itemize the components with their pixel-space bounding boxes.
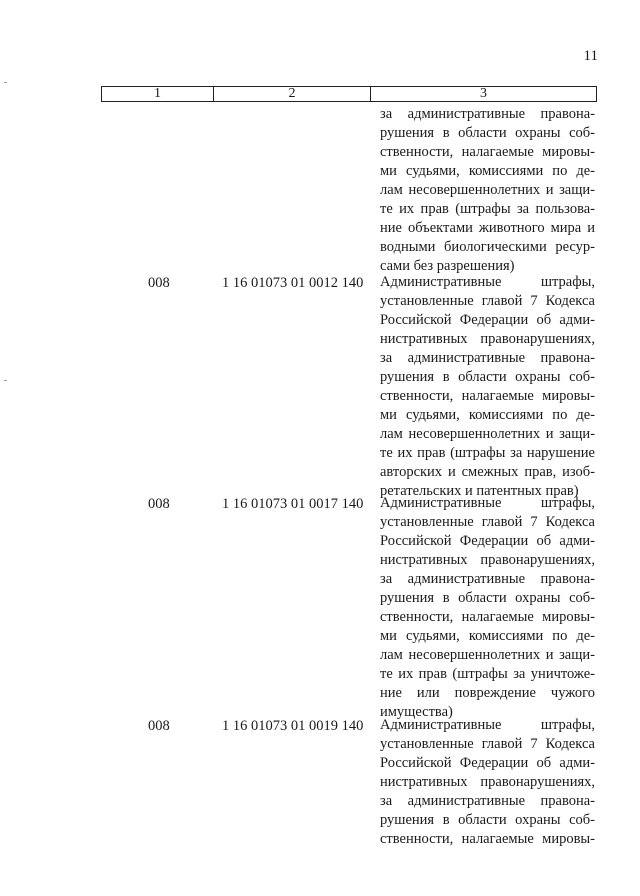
desc-line: ретательских и патентных прав) <box>380 483 579 499</box>
desc-line: ственности, налагаемые мировы- <box>380 144 595 160</box>
row-description <box>380 273 595 501</box>
kbk-code: 1 16 01073 01 0012 140 <box>222 275 364 291</box>
desc-line: Административные штрафы, <box>380 495 595 511</box>
desc-line: ми судьями, комиссиями по де- <box>380 163 595 179</box>
desc-line: установленные главой 7 Кодекса <box>380 293 595 309</box>
desc-line: лам несовершеннолетних и защи- <box>380 426 595 442</box>
desc-line: рушения в области охраны соб- <box>380 812 595 828</box>
desc-line: нистративных правонарушениях, <box>380 552 595 568</box>
desc-line: нистративных правонарушениях, <box>380 774 595 790</box>
admin-code: 008 <box>148 275 170 291</box>
desc-line: ние или повреждение чужого <box>380 685 595 701</box>
desc-line: имущества) <box>380 704 453 720</box>
desc-line: рушения в области охраны соб- <box>380 125 595 141</box>
kbk-code: 1 16 01073 01 0019 140 <box>222 718 364 734</box>
desc-line: те их прав (штрафы за нарушение <box>380 445 595 461</box>
desc-line: Российской Федерации об адми- <box>380 312 595 328</box>
header-col-3: 3 <box>480 86 487 101</box>
page-number: 11 <box>583 48 598 64</box>
desc-line: рушения в области охраны соб- <box>380 590 595 606</box>
table-header <box>101 86 597 102</box>
desc-line: ми судьями, комиссиями по де- <box>380 407 595 423</box>
scan-mark <box>4 380 7 381</box>
row-description <box>380 494 595 722</box>
scan-mark <box>4 82 7 83</box>
kbk-code: 1 16 01073 01 0017 140 <box>222 496 364 512</box>
admin-code: 008 <box>148 496 170 512</box>
desc-line: лам несовершеннолетних и защи- <box>380 647 595 663</box>
desc-line: авторских и смежных прав, изоб- <box>380 464 595 480</box>
desc-line: Административные штрафы, <box>380 274 595 290</box>
desc-line: водными биологическими ресур- <box>380 239 595 255</box>
desc-line: нистративных правонарушениях, <box>380 331 595 347</box>
desc-line: за административные правона- <box>380 106 595 122</box>
desc-line: ственности, налагаемые мировы- <box>380 609 595 625</box>
header-col-1: 1 <box>102 87 214 101</box>
desc-line: Административные штрафы, <box>380 717 595 733</box>
desc-line: ственности, налагаемые мировы- <box>380 831 595 847</box>
desc-line: за административные правона- <box>380 793 595 809</box>
desc-line: установленные главой 7 Кодекса <box>380 514 595 530</box>
desc-line: сами без разрешения) <box>380 258 515 274</box>
header-col-2: 2 <box>214 87 371 101</box>
desc-line: те их прав (штрафы за пользова- <box>380 201 595 217</box>
desc-line: за административные правона- <box>380 350 595 366</box>
continuation-description <box>380 105 595 276</box>
desc-line: ственности, налагаемые мировы- <box>380 388 595 404</box>
admin-code: 008 <box>148 718 170 734</box>
desc-line: ми судьями, комиссиями по де- <box>380 628 595 644</box>
desc-line: установленные главой 7 Кодекса <box>380 736 595 752</box>
desc-line: Российской Федерации об адми- <box>380 533 595 549</box>
desc-line: те их прав (штрафы за уничтоже- <box>380 666 595 682</box>
row-description <box>380 716 595 849</box>
desc-line: за административные правона- <box>380 571 595 587</box>
desc-line: ние объектами животного мира и <box>380 220 595 236</box>
desc-line: Российской Федерации об адми- <box>380 755 595 771</box>
desc-line: рушения в области охраны соб- <box>380 369 595 385</box>
desc-line: лам несовершеннолетних и защи- <box>380 182 595 198</box>
